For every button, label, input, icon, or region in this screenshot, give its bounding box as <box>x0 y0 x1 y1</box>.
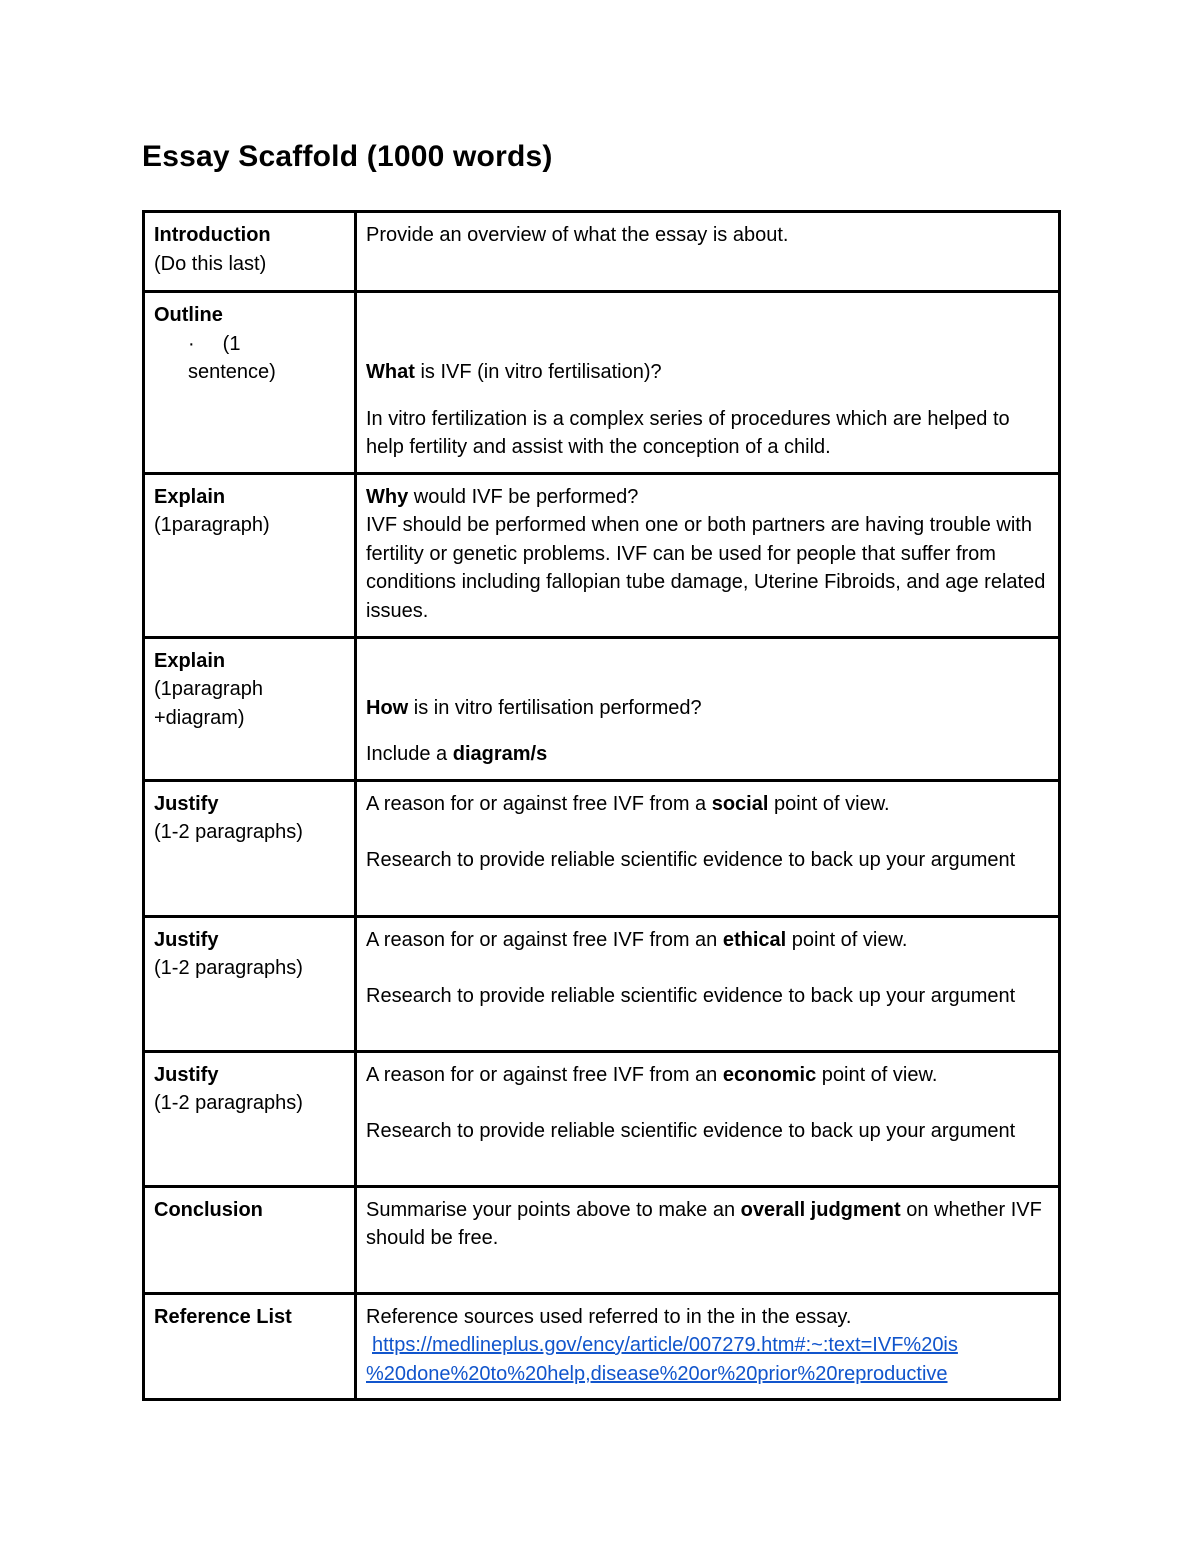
guidance-cell <box>356 637 1060 780</box>
guidance-text: Reference sources used referred to in the in the essay. <box>366 1305 852 1328</box>
section-heading: Explain <box>154 649 226 672</box>
guidance-cell <box>356 780 1060 916</box>
guidance-text <box>366 926 1049 955</box>
essay-scaffold-table <box>142 210 1061 1401</box>
section-heading: Justify <box>154 792 219 815</box>
section-note: (1-2 paragraphs) <box>154 1092 303 1114</box>
guidance-cell <box>356 292 1060 474</box>
reference-link[interactable]: https://medlineplus.gov/ency/article/007279.htm#:~:text=IVF%20is <box>372 1334 958 1356</box>
research-text: Research to provide reliable scientific evidence to back up your argument <box>366 985 1016 1007</box>
question-text <box>366 483 1049 512</box>
section-heading: Introduction <box>154 224 271 246</box>
guidance-keyword: overall judgment <box>740 1198 901 1221</box>
section-note: (1paragraph +diagram) <box>154 678 263 729</box>
guidance-cell <box>356 473 1060 637</box>
answer-text: In vitro fertilization is a complex series of procedures which are helped to help fertility and assist with the conception of a child. <box>366 407 1010 458</box>
research-text: Research to provide reliable scientific evidence to back up your argument <box>366 849 1016 871</box>
question-rest: would IVF be performed? <box>408 485 639 508</box>
guidance-prefix: Summarise your points above to make an <box>366 1198 741 1221</box>
table-row <box>144 212 1060 292</box>
section-cell <box>144 1293 356 1400</box>
guidance-text <box>366 1061 1049 1090</box>
guidance-text <box>366 790 1049 819</box>
question-text <box>366 358 1049 387</box>
guidance-suffix: point of view. <box>768 792 890 815</box>
section-cell <box>144 637 356 780</box>
section-cell <box>144 292 356 474</box>
answer-text: IVF should be performed when one or both partners are having trouble with fertility or genetic problems. IVF can be used for people that suffer from conditions including fallopian tube damage, Uterine Fibroids, and age related issues. <box>366 514 1046 622</box>
guidance-prefix: A reason for or against free IVF from a <box>366 792 712 815</box>
section-cell <box>144 780 356 916</box>
table-row <box>144 1186 1060 1293</box>
guidance-prefix: A reason for or against free IVF from an <box>366 1063 723 1086</box>
guidance-cell <box>356 1186 1060 1293</box>
guidance-cell <box>356 916 1060 1051</box>
guidance-suffix: point of view. <box>786 928 908 951</box>
section-cell <box>144 1186 356 1293</box>
section-note: (Do this last) <box>154 252 267 275</box>
bullet-item <box>154 330 345 359</box>
section-heading: Outline <box>154 304 223 326</box>
bullet-icon: · <box>188 332 195 355</box>
section-cell <box>144 1051 356 1186</box>
instruction-text <box>366 740 1049 769</box>
table-row <box>144 1293 1060 1400</box>
table-row <box>144 473 1060 637</box>
guidance-cell <box>356 1051 1060 1186</box>
question-keyword: Why <box>366 485 409 508</box>
section-heading: Reference List <box>154 1305 292 1328</box>
section-note: (1 <box>222 332 241 355</box>
section-note: (1-2 paragraphs) <box>154 821 303 843</box>
question-text <box>366 694 1049 723</box>
page-title: Essay Scaffold (1000 words) <box>142 140 553 173</box>
guidance-prefix: A reason for or against free IVF from an <box>366 928 723 951</box>
question-keyword: How <box>366 696 409 719</box>
guidance-keyword: economic <box>722 1063 817 1086</box>
table-row <box>144 1051 1060 1186</box>
guidance-text: Provide an overview of what the essay is about. <box>366 224 789 246</box>
instruction-keyword: diagram/s <box>452 743 548 765</box>
section-heading: Explain <box>154 485 226 508</box>
guidance-suffix: point of view. <box>816 1063 938 1086</box>
section-heading: Justify <box>154 1063 219 1086</box>
research-text: Research to provide reliable scientific evidence to back up your argument <box>366 1120 1016 1142</box>
table-row <box>144 637 1060 780</box>
table-row <box>144 916 1060 1051</box>
table-row <box>144 292 1060 474</box>
question-rest: is in vitro fertilisation performed? <box>408 696 702 719</box>
guidance-cell <box>356 212 1060 292</box>
guidance-text <box>366 1196 1049 1253</box>
section-note: (1-2 paragraphs) <box>154 957 303 979</box>
guidance-cell <box>356 1293 1060 1400</box>
guidance-suffix: on whether IVF should be free. <box>366 1198 1042 1249</box>
question-keyword: What <box>366 361 415 383</box>
guidance-keyword: ethical <box>722 928 787 951</box>
section-cell <box>144 916 356 1051</box>
section-note: sentence) <box>188 361 276 383</box>
table-row <box>144 780 1060 916</box>
question-rest: is IVF (in vitro fertilisation)? <box>414 361 662 383</box>
reference-link[interactable]: %20done%20to%20help,disease%20or%20prior%20reproductive <box>366 1362 948 1385</box>
section-heading: Conclusion <box>154 1198 263 1221</box>
section-cell <box>144 473 356 637</box>
section-heading: Justify <box>154 928 219 951</box>
section-cell <box>144 212 356 292</box>
guidance-keyword: social <box>711 792 769 815</box>
instruction-prefix: Include a <box>366 743 453 765</box>
section-note: (1paragraph) <box>154 514 270 536</box>
